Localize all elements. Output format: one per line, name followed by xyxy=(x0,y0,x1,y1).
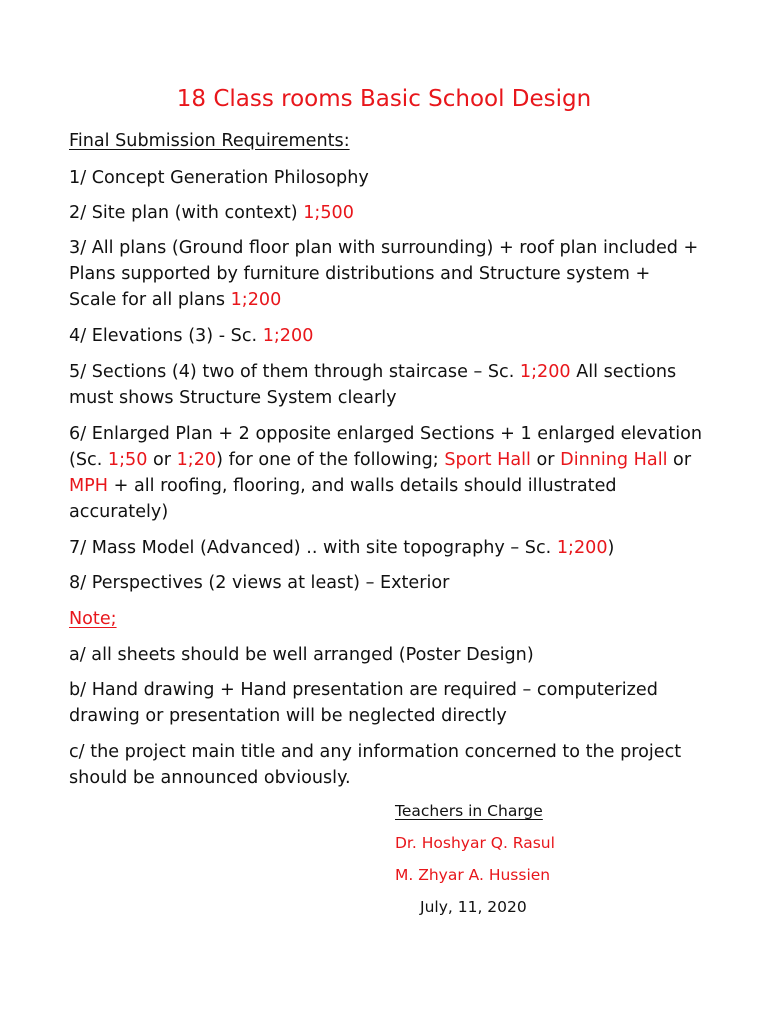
scale-value: 1;500 xyxy=(303,203,354,223)
note-label: Note; xyxy=(69,609,117,629)
requirement-text: ) xyxy=(607,538,615,558)
requirement-item-7 xyxy=(69,535,614,562)
option-mph: MPH xyxy=(69,476,109,496)
requirement-text: 4/ Elevations (3) - Sc. xyxy=(69,326,263,346)
teachers-in-charge-label: Teachers in Charge xyxy=(395,802,543,820)
requirement-text: 7/ Mass Model (Advanced) .. with site topography – Sc. xyxy=(69,538,557,558)
requirement-line: accurately) xyxy=(69,502,169,522)
requirement-item-8 xyxy=(69,570,449,597)
requirement-line: 3/ All plans (Ground floor plan with surrounding) + roof plan included + xyxy=(69,238,699,258)
requirement-item-2 xyxy=(69,200,354,227)
requirement-text: ) for one of the following; xyxy=(216,450,445,470)
requirement-line: must shows Structure System clearly xyxy=(69,388,397,408)
note-line: drawing or presentation will be neglected directly xyxy=(69,706,507,726)
requirement-item-4 xyxy=(69,323,313,350)
teacher-name: Dr. Hoshyar Q. Rasul xyxy=(395,834,555,852)
scale-value: 1;200 xyxy=(519,362,571,382)
requirement-line xyxy=(69,447,691,474)
scale-value: 1;200 xyxy=(262,326,314,346)
scale-value: 1;20 xyxy=(176,450,217,470)
requirement-text: 8/ Perspectives (2 views at least) – Exterior xyxy=(69,573,450,593)
requirement-text: 1/ Concept Generation Philosophy xyxy=(69,168,369,188)
requirement-text: or xyxy=(667,450,692,470)
requirement-item-1 xyxy=(69,165,369,192)
requirement-line xyxy=(69,473,617,500)
scale-value: 1;200 xyxy=(556,538,608,558)
note-line: c/ the project main title and any information concerned to the project xyxy=(69,742,682,762)
requirement-text: (Sc. xyxy=(69,450,108,470)
note-line: b/ Hand drawing + Hand presentation are required – computerized xyxy=(69,680,658,700)
requirement-text: Scale for all plans xyxy=(69,290,231,310)
requirement-line: Plans supported by furniture distributions and Structure system + xyxy=(69,264,651,284)
scale-value: 1;50 xyxy=(107,450,148,470)
requirement-text: + all roofing, flooring, and walls details should illustrated xyxy=(108,476,617,496)
requirement-text: 5/ Sections (4) two of them through staircase – Sc. xyxy=(69,362,520,382)
option-sport-hall: Sport Hall xyxy=(444,450,531,470)
requirements-heading: Final Submission Requirements: xyxy=(69,131,350,151)
requirement-text: 2/ Site plan (with context) xyxy=(69,203,304,223)
document-date: July, 11, 2020 xyxy=(420,898,527,916)
teacher-name: M. Zhyar A. Hussien xyxy=(395,866,551,884)
document-title: 18 Class rooms Basic School Design xyxy=(176,86,592,112)
requirement-line: 6/ Enlarged Plan + 2 opposite enlarged Sections + 1 enlarged elevation xyxy=(69,424,703,444)
requirement-text: or xyxy=(147,450,177,470)
option-dinning-hall: Dinning Hall xyxy=(560,450,668,470)
requirement-text: or xyxy=(530,450,561,470)
note-a: a/ all sheets should be well arranged (Poster Design) xyxy=(69,645,534,665)
requirement-line xyxy=(69,359,676,386)
requirement-line xyxy=(69,287,281,314)
scale-value: 1;200 xyxy=(230,290,282,310)
note-line: should be announced obviously. xyxy=(69,768,351,788)
requirement-text: All sections xyxy=(570,362,677,382)
